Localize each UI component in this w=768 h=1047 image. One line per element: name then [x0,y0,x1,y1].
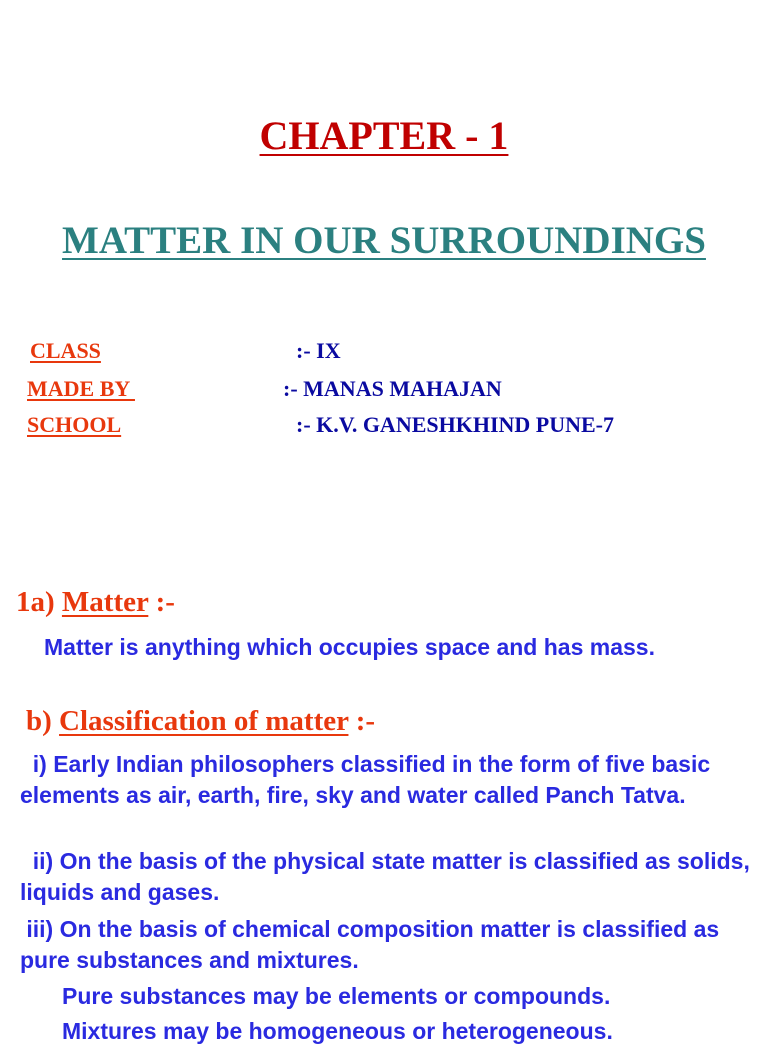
info-label: CLASS [30,338,101,363]
matter-definition: Matter is anything which occupies space and has mass. [44,634,655,660]
info-value: :- MANAS MAHAJAN [283,376,502,401]
heading-title: Classification of matter [59,705,349,737]
info-label: MADE BY [27,376,135,401]
paragraph-indian-philosophers: i) Early Indian philosophers classified in the form of five basic elements as air, earth, fire, sky and water called Panch Tatva. [20,751,717,808]
heading-title: Matter [61,586,149,618]
info-value: :- IX [296,338,341,363]
chapter-title: CHAPTER - 1 [259,113,509,158]
section-heading-matter [16,586,175,619]
paragraph-chemical-composition: iii) On the basis of chemical composition matter is classified as pure substances and mixtures. [20,916,726,973]
page-title: MATTER IN OUR SURROUNDINGS [62,219,706,262]
heading-prefix: b) [26,705,60,737]
paragraph-pure-substances: Pure substances may be elements or compounds. [62,983,611,1009]
heading-suffix: :- [348,705,376,737]
paragraph-mixtures: Mixtures may be homogeneous or heterogeneous. [62,1018,613,1044]
info-row-class [0,338,768,368]
heading-prefix: 1a) [16,586,62,618]
info-row-made-by [0,376,768,406]
info-value: :- K.V. GANESHKHIND PUNE-7 [296,412,615,437]
heading-suffix: :- [148,586,175,618]
info-row-school [0,412,768,442]
paragraph-physical-state: ii) On the basis of the physical state matter is classified as solids, liquids and gases. [20,848,757,905]
info-label: SCHOOL [27,412,122,437]
section-heading-classification [26,705,375,738]
